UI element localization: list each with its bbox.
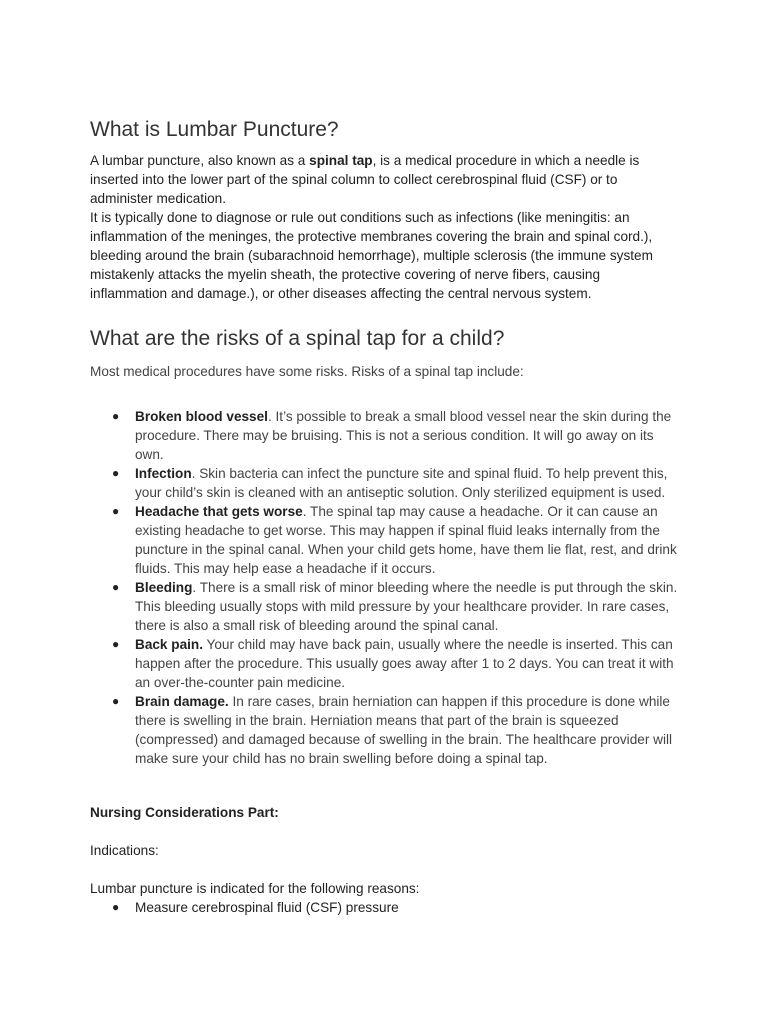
risk-term: Infection: [135, 466, 192, 481]
paragraph-risks-intro: Most medical procedures have some risks. Risks of a spinal tap include:: [90, 364, 524, 379]
risk-text: . Skin bacteria can infect the puncture site and spinal fluid. To help prevent this, your child’s skin is cleaned with an antiseptic solution. Only sterilized equipment is used.: [135, 466, 668, 500]
bullet-icon: ●: [112, 504, 120, 518]
risk-text: . The spinal tap may cause a headache. Or it can cause an existing headache to get worse. This may happen if spinal fluid leaks internally from the puncture in the spinal canal. When your child gets home, have them lie flat, rest, and drink fluids. This may help ease a headache if it occurs.: [135, 504, 677, 576]
risk-term: Broken blood vessel: [135, 409, 268, 424]
list-item: [90, 692, 680, 768]
list-item: [90, 502, 680, 578]
list-item: [90, 464, 680, 502]
risk-text: . It’s possible to break a small blood vessel near the skin during the procedure. There may be bruising. This is not a serious condition. It will go away on its own.: [135, 409, 672, 462]
risk-term: Headache that gets worse: [135, 504, 303, 519]
indications-label: Indications:: [90, 843, 159, 858]
risk-text: . There is a small risk of minor bleeding where the needle is put through the skin. This bleeding usually stops with mild pressure by your healthcare provider. In rare cases, there is also a small risk of bleeding around the spinal canal.: [135, 580, 678, 633]
risk-term: Back pain.: [135, 637, 203, 652]
bullet-icon: ●: [112, 466, 120, 480]
paragraph-definition: [90, 151, 680, 208]
list-item: [90, 898, 680, 917]
bullet-icon: ●: [112, 580, 120, 594]
indications-list: [90, 898, 680, 917]
definition-text-end: , is a medical procedure in which a needle is inserted into the lower part of the spinal column to collect cerebrospinal fluid (CSF) or to administer medication.: [90, 153, 640, 206]
paragraph-purpose: It is typically done to diagnose or rule out conditions such as infections (like meningitis: an inflammation of the meninges, the protective membranes covering the brain and spinal cord.), bleeding around the brain (subarachnoid hemorrhage), multiple sclerosis (the immune system mistakenly attacks the myelin sheath, the protective covering of nerve fibers, causing inflammation and damage.), or other diseases affecting the central nervous system.: [90, 210, 653, 301]
definition-text-start: A lumbar puncture, also known as a: [90, 153, 310, 168]
bullet-icon: ●: [112, 409, 120, 423]
indications-intro: Lumbar puncture is indicated for the following reasons:: [90, 881, 420, 896]
risk-text: In rare cases, brain herniation can happen if this procedure is done while there is swelling in the brain. Herniation means that part of the brain is squeezed (compressed) and damaged because of swelling in the brain. The healthcare provider will make sure your child has no brain swelling before doing a spinal tap.: [135, 694, 672, 766]
heading-nursing-considerations: Nursing Considerations Part:: [90, 805, 279, 820]
definition-bold-term: spinal tap: [309, 153, 373, 168]
heading-what-is-lumbar-puncture: What is Lumbar Puncture?: [90, 118, 339, 141]
heading-risks: What are the risks of a spinal tap for a child?: [90, 327, 505, 350]
list-item: [90, 407, 680, 464]
bullet-icon: ●: [112, 637, 120, 651]
bullet-icon: ●: [112, 694, 120, 708]
indication-text: Measure cerebrospinal fluid (CSF) pressure: [135, 900, 399, 915]
risks-list: [90, 407, 680, 768]
risk-text: Your child may have back pain, usually where the needle is inserted. This can happen after the procedure. This usually goes away after 1 to 2 days. You can treat it with an over-the-counter pain medicine.: [135, 637, 674, 690]
list-item: [90, 635, 680, 692]
bullet-icon: ●: [112, 900, 120, 914]
risk-term: Brain damage.: [135, 694, 229, 709]
risk-term: Bleeding: [135, 580, 193, 595]
list-item: [90, 578, 680, 635]
